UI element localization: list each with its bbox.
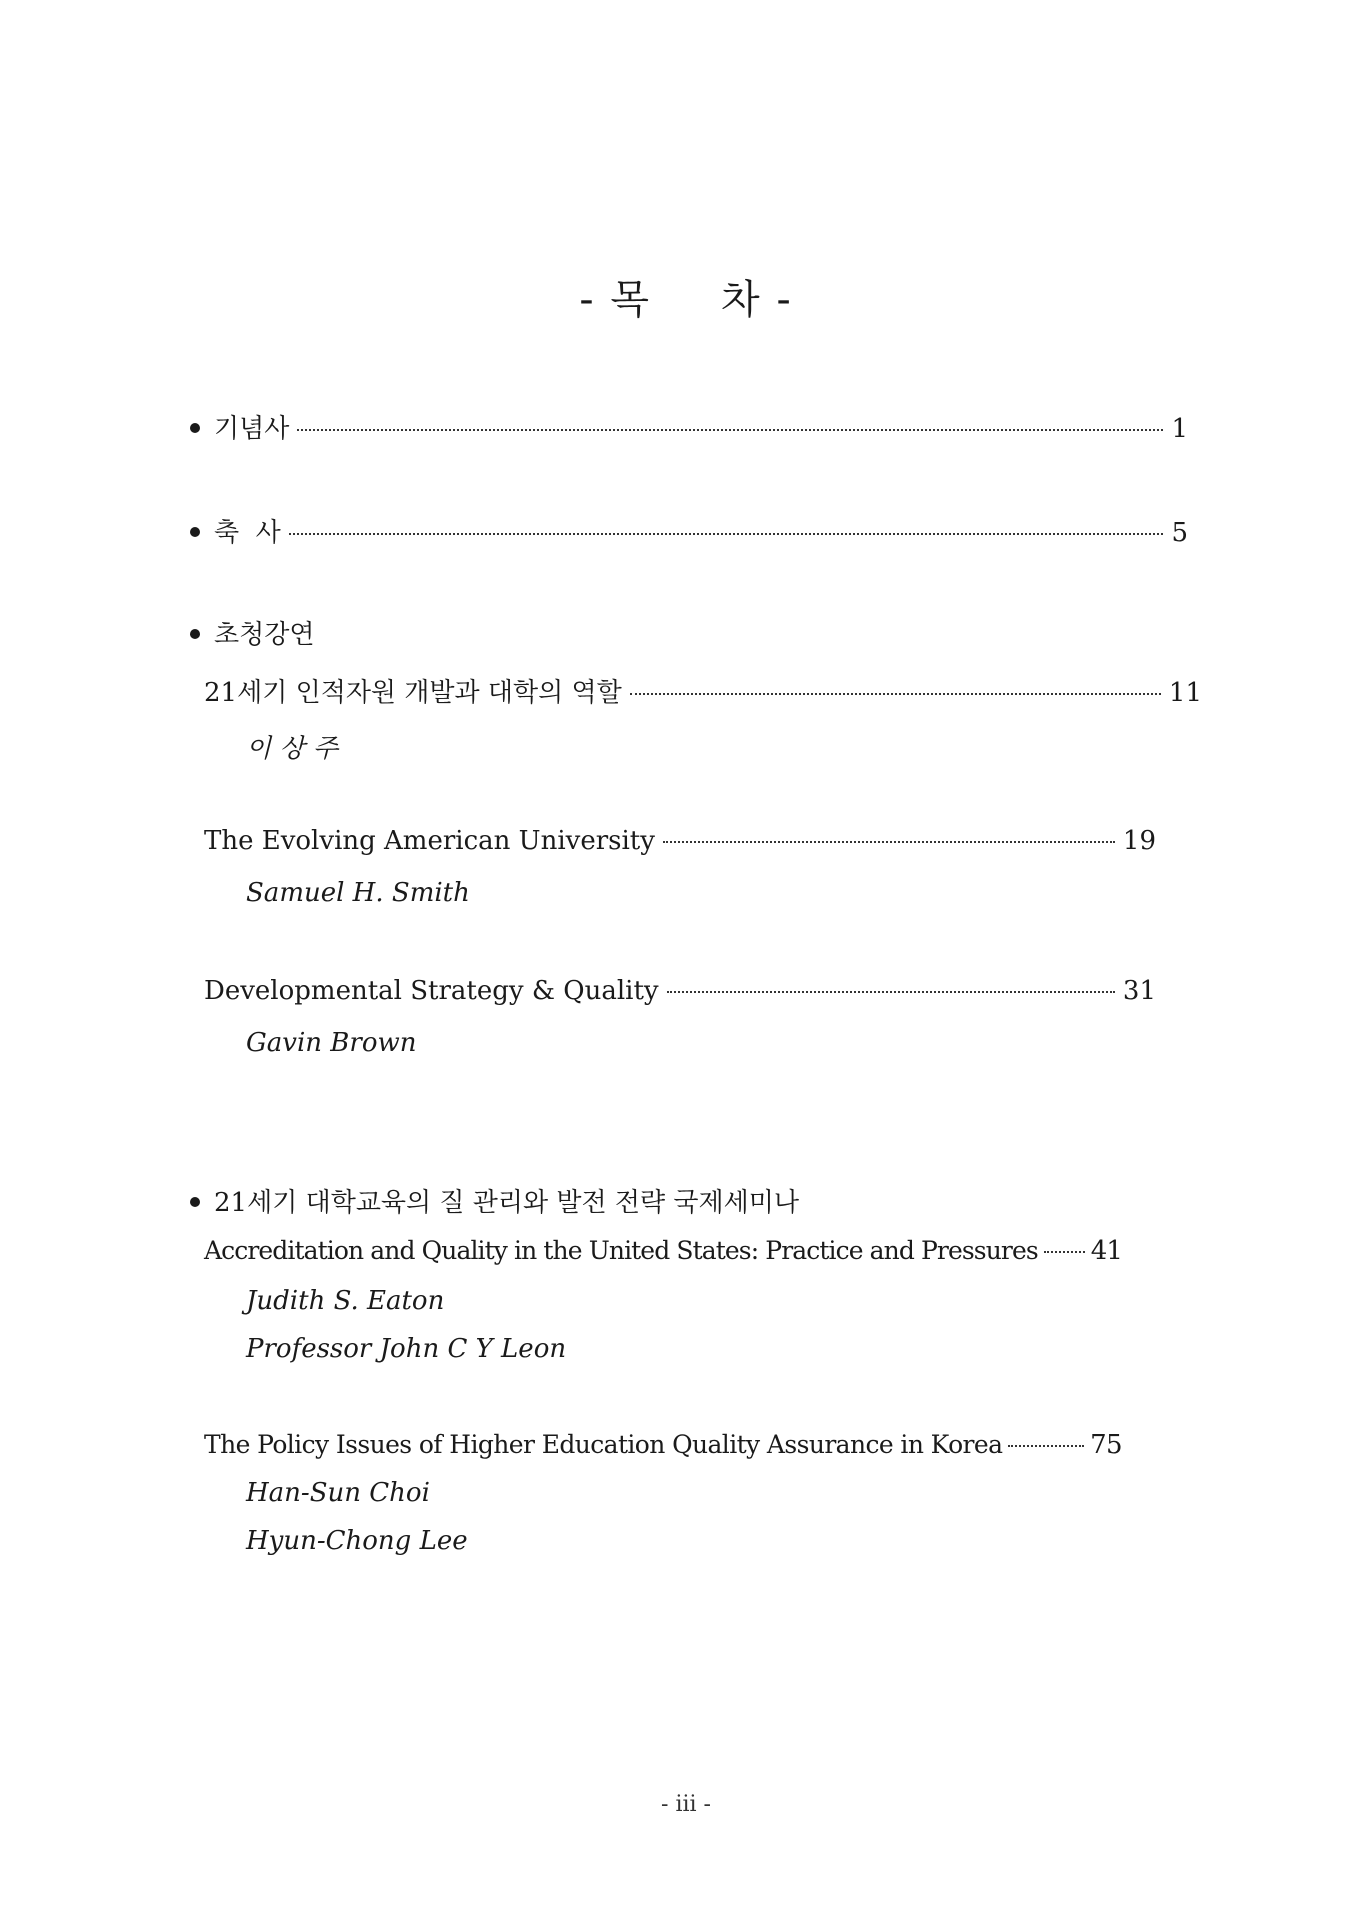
toc-entry-seminar-1[interactable]: [204, 1236, 1122, 1266]
toc-author: Gavin Brown: [246, 1028, 417, 1058]
toc-entry-kinyeomsa[interactable]: [190, 408, 1188, 445]
toc-page-number: 5: [1171, 518, 1188, 548]
dot-leader: [289, 533, 1164, 535]
bullet-icon: [190, 527, 200, 537]
toc-entry-title: The Policy Issues of Higher Education Quality Assurance in Korea: [204, 1430, 1003, 1459]
page-title-left: - 목: [579, 277, 651, 323]
dot-leader: [297, 429, 1163, 431]
toc-entry-label: 기념사: [214, 414, 290, 444]
dot-leader: [1044, 1251, 1085, 1253]
dot-leader: [667, 991, 1115, 993]
page-title-right: 차 -: [721, 277, 793, 323]
toc-entry-invited-1[interactable]: [204, 672, 1202, 709]
toc-author: Samuel H. Smith: [246, 878, 470, 908]
section-heading-invited: [190, 614, 314, 651]
toc-page-number: 1: [1171, 414, 1188, 444]
section-heading-label: 초청강연: [214, 620, 315, 650]
section-heading-seminar: [190, 1182, 799, 1219]
toc-page-number: 19: [1122, 826, 1156, 856]
toc-page-number: 41: [1090, 1236, 1122, 1266]
toc-author: Professor John C Y Leon: [246, 1334, 567, 1364]
toc-entry-chuksa[interactable]: [190, 512, 1188, 549]
toc-entry-title: Developmental Strategy & Quality: [204, 976, 659, 1006]
bullet-icon: [190, 1197, 200, 1207]
toc-page-number: 11: [1168, 678, 1202, 708]
toc-entry-label: 축 사: [214, 518, 281, 548]
toc-author: Hyun-Chong Lee: [246, 1526, 468, 1556]
toc-page-number: 75: [1090, 1430, 1122, 1460]
bullet-icon: [190, 629, 200, 639]
page-number-footer: - iii -: [661, 1792, 711, 1817]
toc-entry-seminar-2[interactable]: [204, 1430, 1122, 1460]
dot-leader: [630, 693, 1161, 695]
dot-leader: [663, 841, 1115, 843]
toc-entry-title: Accreditation and Quality in the United States: Practice and Pressures: [204, 1236, 1038, 1265]
toc-author: Judith S. Eaton: [246, 1286, 445, 1316]
toc-entry-title: 21세기 인적자원 개발과 대학의 역할: [204, 678, 622, 708]
toc-entry-title: The Evolving American University: [204, 826, 655, 856]
toc-entry-invited-2[interactable]: [204, 826, 1156, 856]
toc-author: 이 상 주: [246, 734, 338, 764]
section-heading-label: 21세기 대학교육의 질 관리와 발전 전략 국제세미나: [214, 1188, 799, 1218]
bullet-icon: [190, 423, 200, 433]
toc-entry-invited-3[interactable]: [204, 976, 1156, 1006]
page-title: [0, 268, 1372, 325]
toc-author: Han-Sun Choi: [246, 1478, 430, 1508]
toc-page-number: 31: [1122, 976, 1156, 1006]
dot-leader: [1008, 1445, 1084, 1447]
